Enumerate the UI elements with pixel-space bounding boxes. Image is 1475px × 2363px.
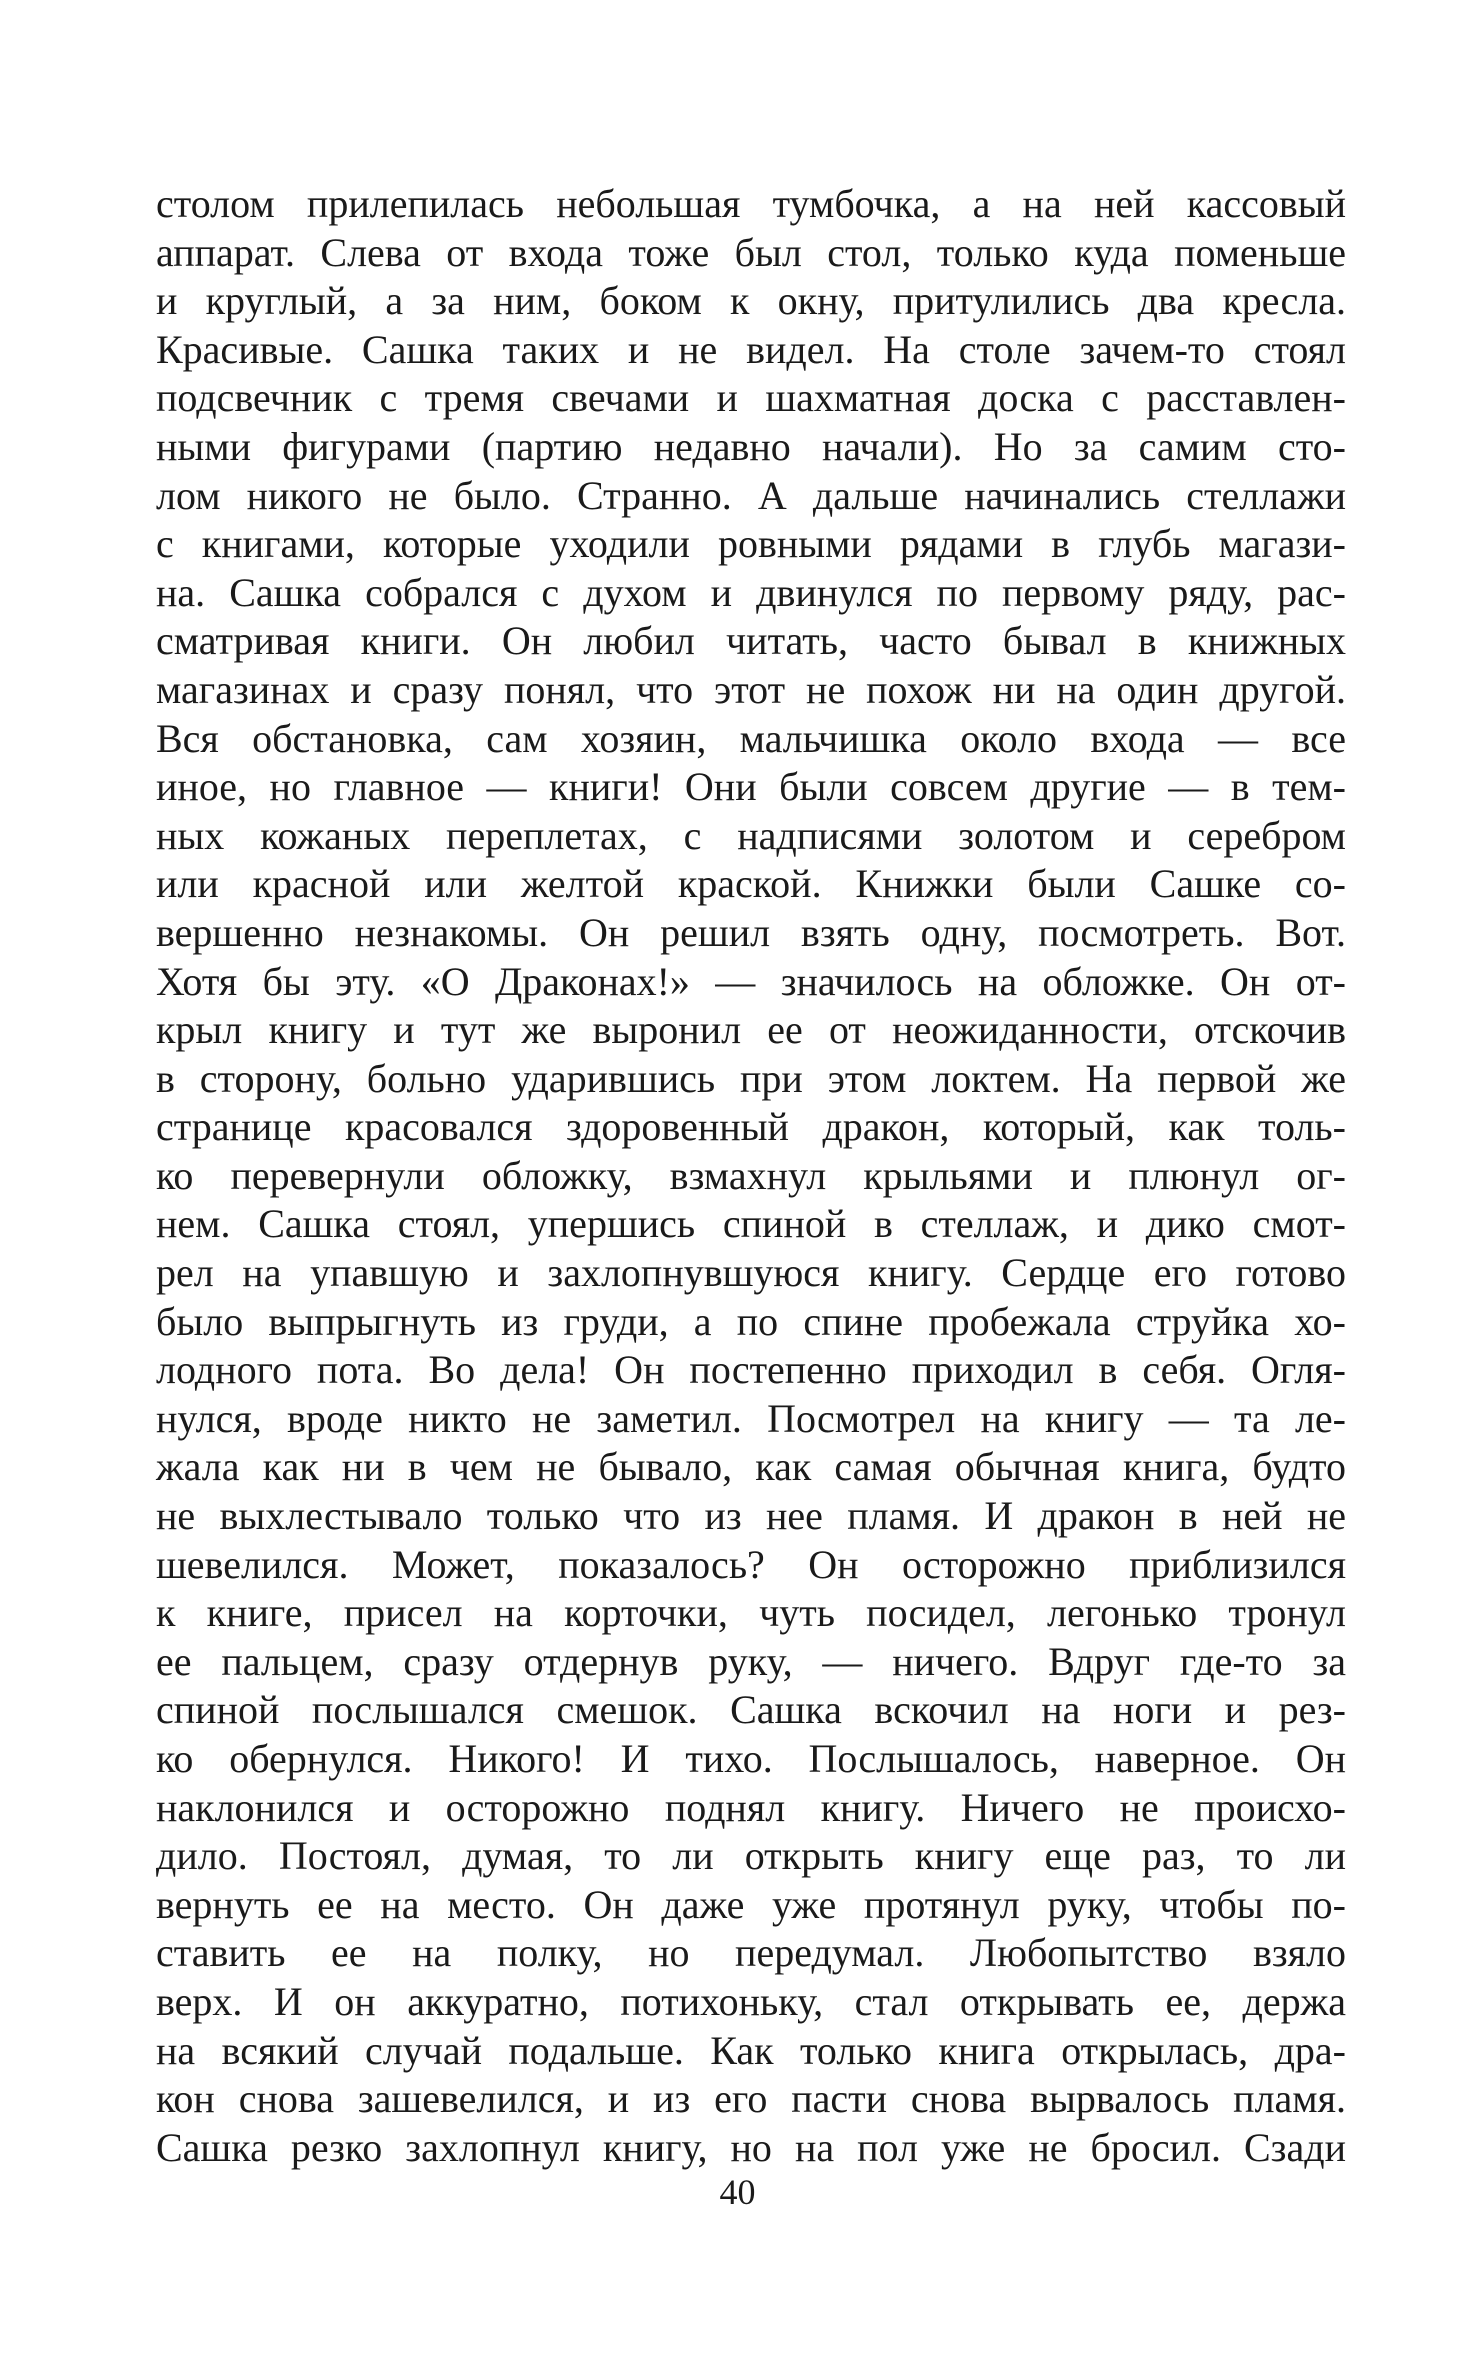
text-line: лодного пота. Во дела! Он постепенно приходил в себя. Огля- [156,1347,1346,1393]
text-line: подсвечник с тремя свечами и шахматная доска с расставлен- [156,375,1346,421]
text-line: Вся обстановка, сам хозяин, мальчишка около входа — все [156,715,1346,761]
text-line: и круглый, а за ним, боком к окну, притулились два кресла. [156,278,1346,324]
body-text [156,180,1346,2172]
text-line: иное, но главное — книги! Они были совсем другие — в тем- [156,764,1346,810]
text-line: в сторону, больно ударившись при этом локтем. На первой же [156,1055,1346,1101]
text-line: странице красовался здоровенный дракон, который, как толь- [156,1104,1346,1150]
text-line: лом никого не было. Странно. А дальше начинались стеллажи [156,472,1346,518]
text-line: ее пальцем, сразу отдернув руку, — ничего. Вдруг где-то за [156,1638,1346,1684]
text-line: наклонился и осторожно поднял книгу. Ничего не происхо- [156,1784,1346,1830]
text-line: крыл книгу и тут же выронил ее от неожиданности, отскочив [156,1007,1346,1053]
text-line: к книге, присел на корточки, чуть посидел, легонько тронул [156,1590,1346,1636]
text-line: кон снова зашевелился, и из его пасти снова вырвалось пламя. [156,2076,1346,2122]
text-line: ных кожаных переплетах, с надписями золотом и серебром [156,812,1346,858]
text-line: ными фигурами (партию недавно начали). Но за самим сто- [156,423,1346,469]
text-line: Хотя бы эту. «О Драконах!» — значилось на обложке. Он от- [156,958,1346,1004]
text-line: Сашка резко захлопнул книгу, но на пол уже не бросил. Сзади [156,2124,1346,2170]
text-line: не выхлестывало только что из нее пламя. И дракон в ней не [156,1493,1346,1539]
text-line: ставить ее на полку, но передумал. Любопытство взяло [156,1930,1346,1976]
text-line: ко обернулся. Никого! И тихо. Послышалось, наверное. Он [156,1736,1346,1781]
text-line: магазинах и сразу понял, что этот не похож ни на один другой. [156,666,1346,712]
text-line: жала как ни в чем не бывало, как самая обычная книга, будто [156,1444,1346,1490]
text-line: нем. Сашка стоял, упершись спиной в стеллаж, и дико смот- [156,1201,1346,1247]
text-line: верх. И он аккуратно, потихоньку, стал открывать ее, держа [156,1978,1346,2024]
text-line: ко перевернули обложку, взмахнул крыльями и плюнул ог- [156,1152,1346,1198]
text-line: нулся, вроде никто не заметил. Посмотрел на книгу — та ле- [156,1395,1346,1441]
text-line: аппарат. Слева от входа тоже был стол, только куда поменьше [156,229,1346,275]
text-line: вершенно незнакомы. Он решил взять одну, посмотреть. Вот. [156,909,1346,955]
text-line: вернуть ее на место. Он даже уже протянул руку, чтобы по- [156,1881,1346,1927]
text-line: с книгами, которые уходили ровными рядами в глубь магази- [156,521,1346,567]
text-line: спиной послышался смешок. Сашка вскочил на ноги и рез- [156,1687,1346,1733]
text-line: было выпрыгнуть из груди, а по спине пробежала струйка хо- [156,1298,1346,1344]
text-line: дило. Постоял, думая, то ли открыть книгу еще раз, то ли [156,1833,1346,1879]
text-line: на всякий случай подальше. Как только книга открылась, дра- [156,2027,1346,2073]
text-line: столом прилепилась небольшая тумбочка, а на ней кассовый [156,181,1346,226]
text-line: Красивые. Сашка таких и не видел. На столе зачем-то стоял [156,326,1346,372]
text-line: шевелился. Может, показалось? Он осторожно приблизился [156,1541,1346,1587]
text-line: рел на упавшую и захлопнувшуюся книгу. Сердце его готово [156,1250,1346,1296]
text-line: или красной или желтой краской. Книжки были Сашке со- [156,861,1346,907]
text-line: сматривая книги. Он любил читать, часто бывал в книжных [156,618,1346,664]
page-number: 40 [719,2172,756,2212]
text-line: на. Сашка собрался с духом и двинулся по первому ряду, рас- [156,569,1346,615]
